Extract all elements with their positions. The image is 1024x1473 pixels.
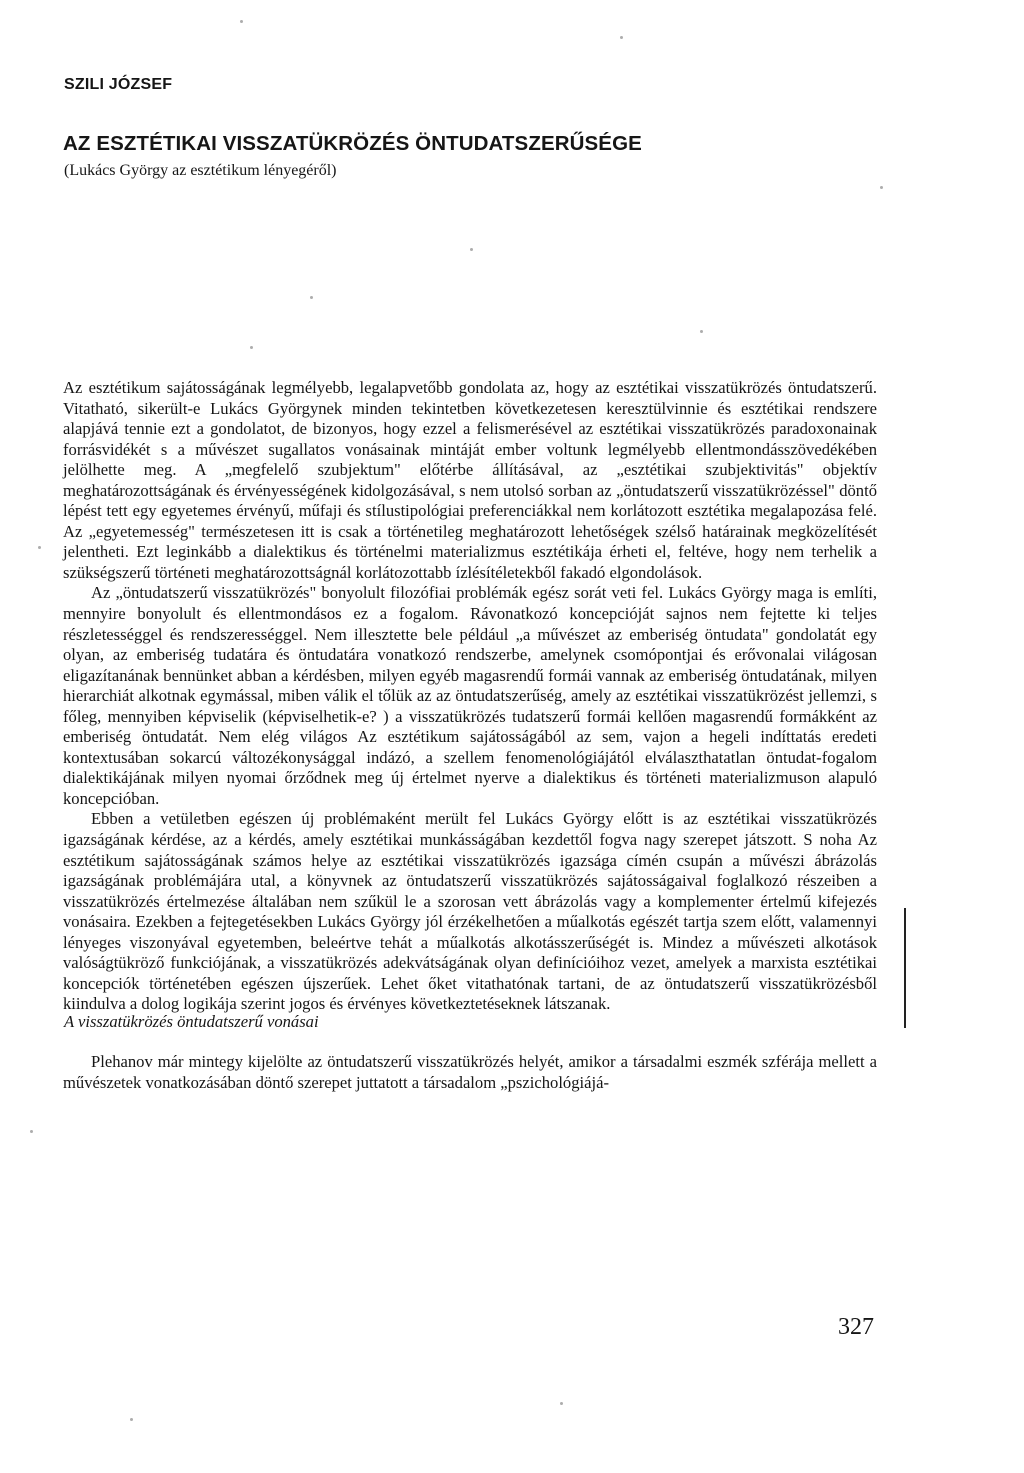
paragraph: Plehanov már mintegy kijelölte az öntudatszerű visszatükrözés helyét, amikor a társadalmi eszmék szférája mellett a művészetek vonatkozásában döntő szerepet juttatott a társadalom „pszichológiájá- bbox=[63, 1052, 877, 1092]
scan-speck bbox=[310, 296, 313, 299]
article-title: AZ ESZTÉTIKAI VISSZATÜKRÖZÉS ÖNTUDATSZERŰSÉGE bbox=[63, 132, 642, 155]
scan-speck bbox=[130, 1418, 133, 1421]
scan-speck bbox=[620, 36, 623, 39]
scan-speck bbox=[880, 186, 883, 189]
section-heading: A visszatükrözés öntudatszerű vonásai bbox=[64, 1012, 319, 1031]
paragraph: Az „öntudatszerű visszatükrözés" bonyolult filozófiai problémák egész sorát veti fel. Lukács György maga is említi, mennyire bonyolult és ellentmondásos ez a fogalom. Rávonatkozó koncepcióját sajnos nem fejtette ki teljes részletességgel és rendszerességgel. Nem illesztette bele például „a művészet az emberiség öntudata" gondolatát egy olyan, az emberiség tudatára és öntudatára vonatkozó rendszerbe, amelynek csomópontjai és erővonalai világosan eligazítanának bennünket abban a kérdésben, milyen egyéb magasrendű formái vannak az emberiség öntudatának, milyen hierarchiát alkotnak egymással, miben válik el tőlük az az öntudatszerűség, amely az esztétikai visszatükrözést jellemzi, s főleg, mennyiben képviselik (képviselhetik-e? ) a visszatükrözés tudatszerű formái kellően magasrendű formákként az emberiség öntudatát. Nem elég világos Az esztétikum sajátosságából az sem, vajon a hegeli indíttatás eredeti kontextusában sokarcú változékonysággal indázó, a szellem fenomenológiájától elválaszthatatlan öntudat-fogalom dialektikájának milyen nyomai őrződnek meg új értelmet nyerve a dialektikus és történeti materializmuson alapuló koncepcióban. bbox=[63, 583, 877, 808]
scan-speck bbox=[470, 248, 473, 251]
margin-mark bbox=[904, 908, 906, 1028]
article-subtitle: (Lukács György az esztétikum lényegéről) bbox=[64, 162, 337, 179]
paragraph: Az esztétikum sajátosságának legmélyebb, legalapvetőbb gondolata az, hogy az esztétikai visszatükrözés öntudatszerű. Vitatható, sikerült-e Lukács Györgynek minden tekintetben következetesen keresztülvinnie és esztétikai rendszere alapjává tennie ezt a gondolatot, de bizonyos, hogy ezzel a felismerésével az esztétikai visszatükrözés paradoxonainak forrásvidékét s a művészet sugallatos vonásainak mintáját ember voltunk legmélyebb ellentmondásszövedékében jelölhette meg. A „megfelelő szubjektum" előtérbe állításával, az „esztétikai szubjektivitás" objektív meghatározottságának és érvényességének kidolgozásával, s nem utolsó sorban az „öntudatszerű visszatükrözéssel" döntő lépést tett egy egyetemes érvényű, műfaji és stílustipológiai preferenciákkal nem korlátozott esztétika megalapozása felé. Az „egyetemesség" természetesen itt is csak a történetileg meghatározott lehetőségek szélső határainak megközelítését jelentheti. Ezt leginkább a dialektikus és történelmi materializmus esztétikája érheti el, feltéve, hogy nem terhelik a szükségszerű történeti meghatározottságnál korlátozottabb ízlésítéletekből fakadó elgondolások. bbox=[63, 378, 877, 582]
article-body bbox=[63, 378, 877, 1015]
scan-speck bbox=[700, 330, 703, 333]
paragraph: Ebben a vetületben egészen új problémaként merült fel Lukács György előtt is az esztétikai visszatükrözés igazságának kérdése, az a kérdés, amely esztétikai munkásságában kezdettől fogva nagy szerepet játszott. S noha Az esztétikum sajátosságának számos helye az esztétikai visszatükrözés igazsága címén csupán a művészi ábrázolás igazságának problémájára utal, a könyvnek az öntudatszerű visszatükrözés sajátosságaival foglalkozó részeiben a visszatükrözés értelmezése általában nem szűkül le a szorosan vett ábrázolás vagy a komplementer értelmű kifejezés vonásaira. Ezekben a fejtegetésekben Lukács György jól érzékelhetően a műalkotás egészét tartja szem előtt, valamennyi lényeges viszonyával egyetemben, beleértve tehát a műalkotás alkotásszerűségét is. Mindez a művészeti alkotások valóságtükröző funkciójának, a visszatükrözés adekvátságának olyan definícióihoz vezet, amelyek a marxista esztétikai koncepciók történetében egészen újszerűek. Lehet őket vitathatónak tartani, de az öntudatszerű visszatükrözésből kiindulva a dolog logikája szerint jogos és érvényes következtetéseknek látszanak. bbox=[63, 809, 877, 1014]
scan-speck bbox=[560, 1402, 563, 1405]
page-number: 327 bbox=[838, 1314, 874, 1340]
section-body bbox=[63, 1052, 877, 1093]
scan-speck bbox=[30, 1130, 33, 1133]
author-name: SZILI JÓZSEF bbox=[64, 76, 173, 93]
scan-speck bbox=[250, 346, 253, 349]
scan-speck bbox=[38, 546, 41, 549]
scan-speck bbox=[240, 20, 243, 23]
